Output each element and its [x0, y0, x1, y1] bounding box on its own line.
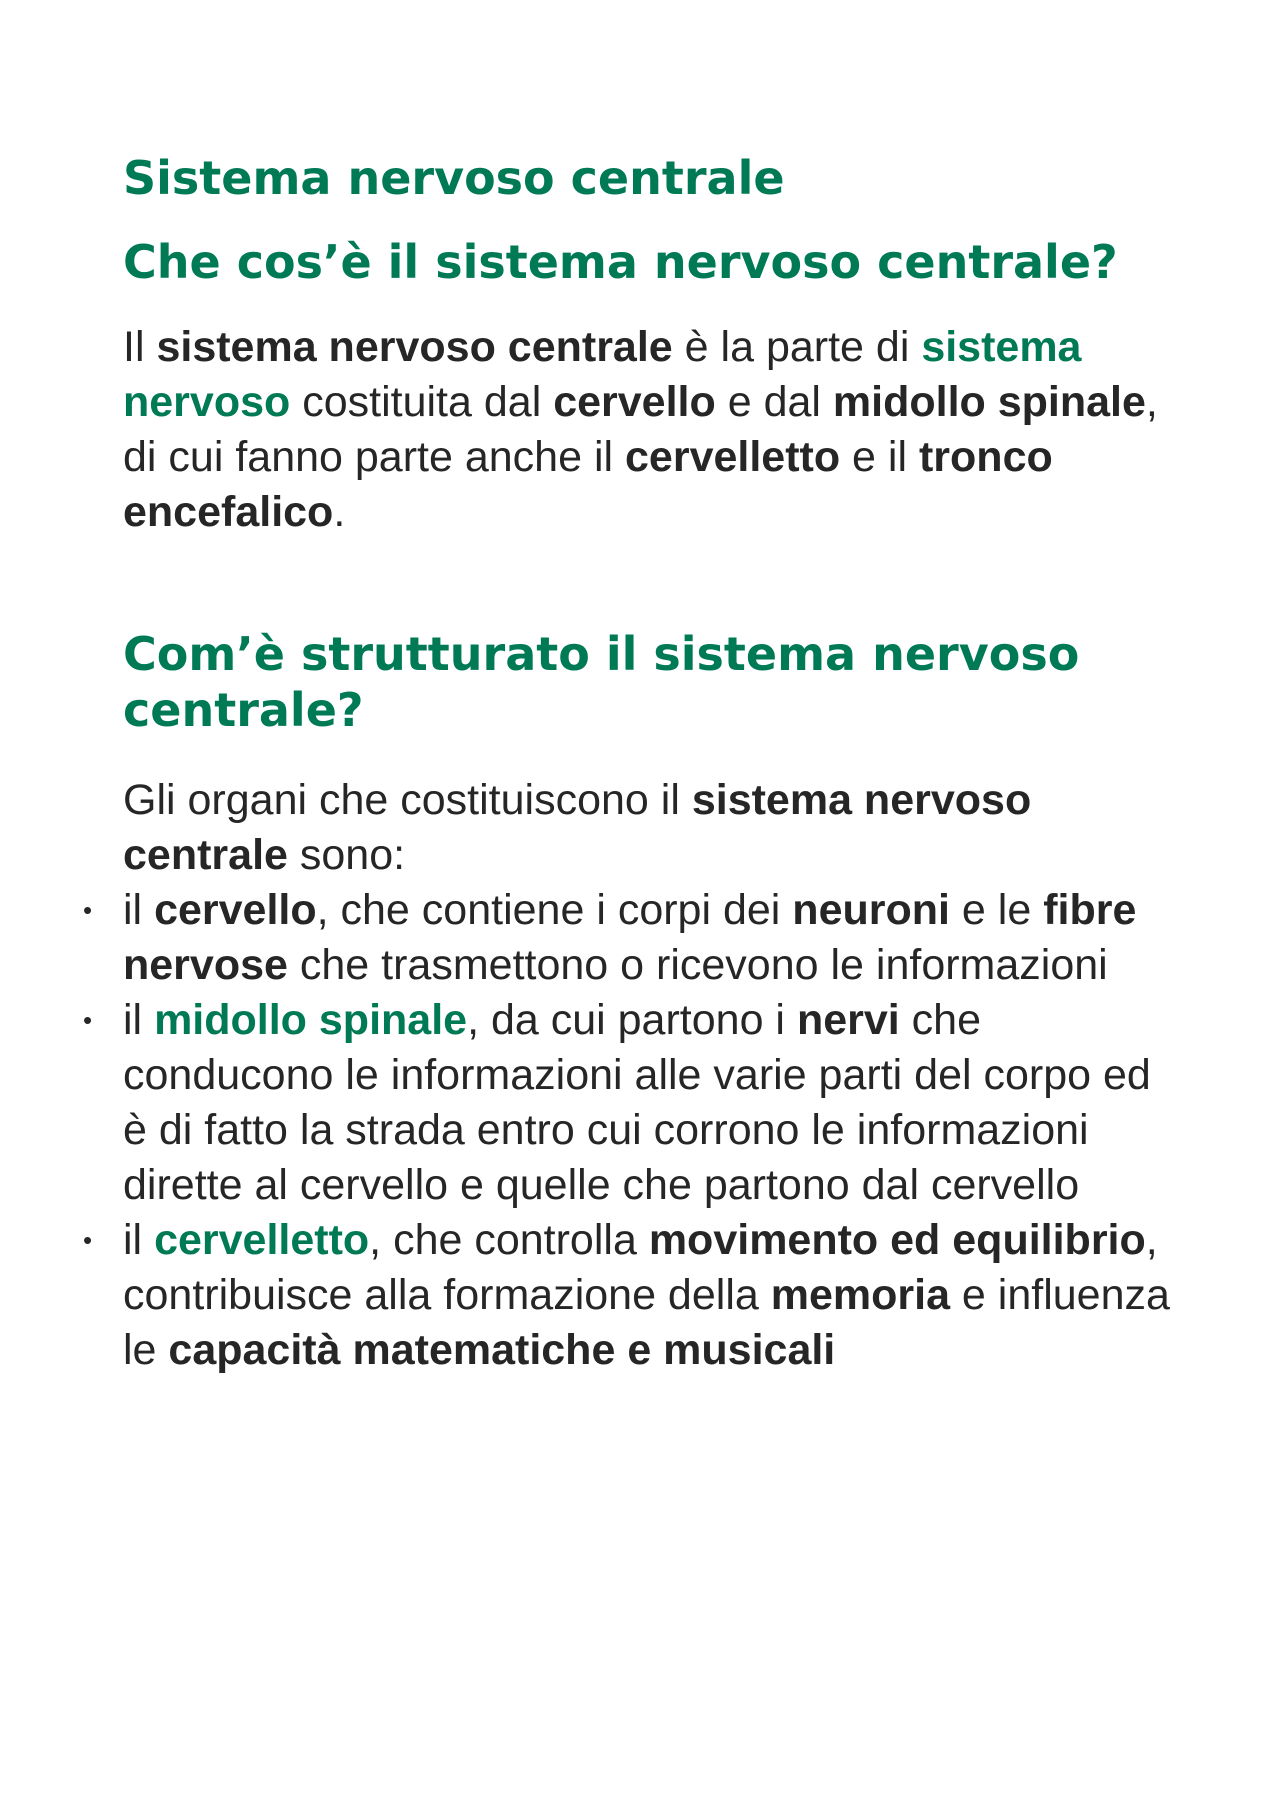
term-capacita-matematiche-musicali: capacità matematiche e musicali — [168, 1326, 836, 1374]
list-item-cervello: • il cervello, che contiene i corpi dei neuroni e le fibre nervose che trasmettono o ricevono le informazioni — [123, 883, 1183, 993]
list-item-midollo-spinale: • il midollo spinale, da cui partono i nervi che conducono le informazioni alle varie parti del corpo ed è di fatto la strada entro cui corrono le informazioni dirette al cervello e quelle che partono dal cervello — [123, 993, 1183, 1213]
link-sistema-nervoso[interactable]: sistema nervoso — [123, 323, 1082, 426]
term-neuroni: neuroni — [792, 886, 950, 934]
section-heading-structure: Com’è strutturato il sistema nervoso centrale? — [123, 627, 1080, 737]
list-item-cervelletto: • il cervelletto, che controlla movimento ed equilibrio, contribuisce alla formazione della memoria e influenza le capacità matematiche e musicali — [123, 1213, 1183, 1378]
link-midollo-spinale[interactable]: midollo spinale — [154, 996, 468, 1044]
term-cervelletto: cervelletto — [625, 433, 841, 481]
structure-lead-paragraph: Gli organi che costituiscono il sistema nervoso centrale sono: — [123, 776, 1032, 879]
term-fibre-nervose: fibre nervose — [123, 886, 1137, 989]
document-title: Sistema nervoso centrale — [123, 151, 785, 205]
term-sistema-nervoso-centrale: sistema nervoso centrale — [123, 776, 1032, 879]
term-cervello: cervello — [553, 378, 716, 426]
term-nervi: nervi — [796, 996, 900, 1044]
term-memoria: memoria — [770, 1271, 950, 1319]
term-tronco-encefalico: tronco encefalico — [123, 433, 1053, 536]
section-heading-what-is: Che cos’è il sistema nervoso centrale? — [123, 235, 1118, 289]
term-cervello: cervello — [154, 886, 317, 934]
term-movimento-equilibrio: movimento ed equilibrio — [648, 1216, 1146, 1264]
term-sistema-nervoso-centrale: sistema nervoso centrale — [156, 323, 673, 371]
link-cervelletto[interactable]: cervelletto — [154, 1216, 370, 1264]
term-midollo-spinale: midollo spinale — [832, 378, 1146, 426]
definition-paragraph: Il sistema nervoso centrale è la parte di sistema nervoso costituita dal cervello e dal midollo spinale, di cui fanno parte anche il cervelletto e il tronco encefalico. — [123, 323, 1158, 536]
organs-list — [123, 883, 1183, 1378]
document-page — [123, 150, 1183, 1378]
